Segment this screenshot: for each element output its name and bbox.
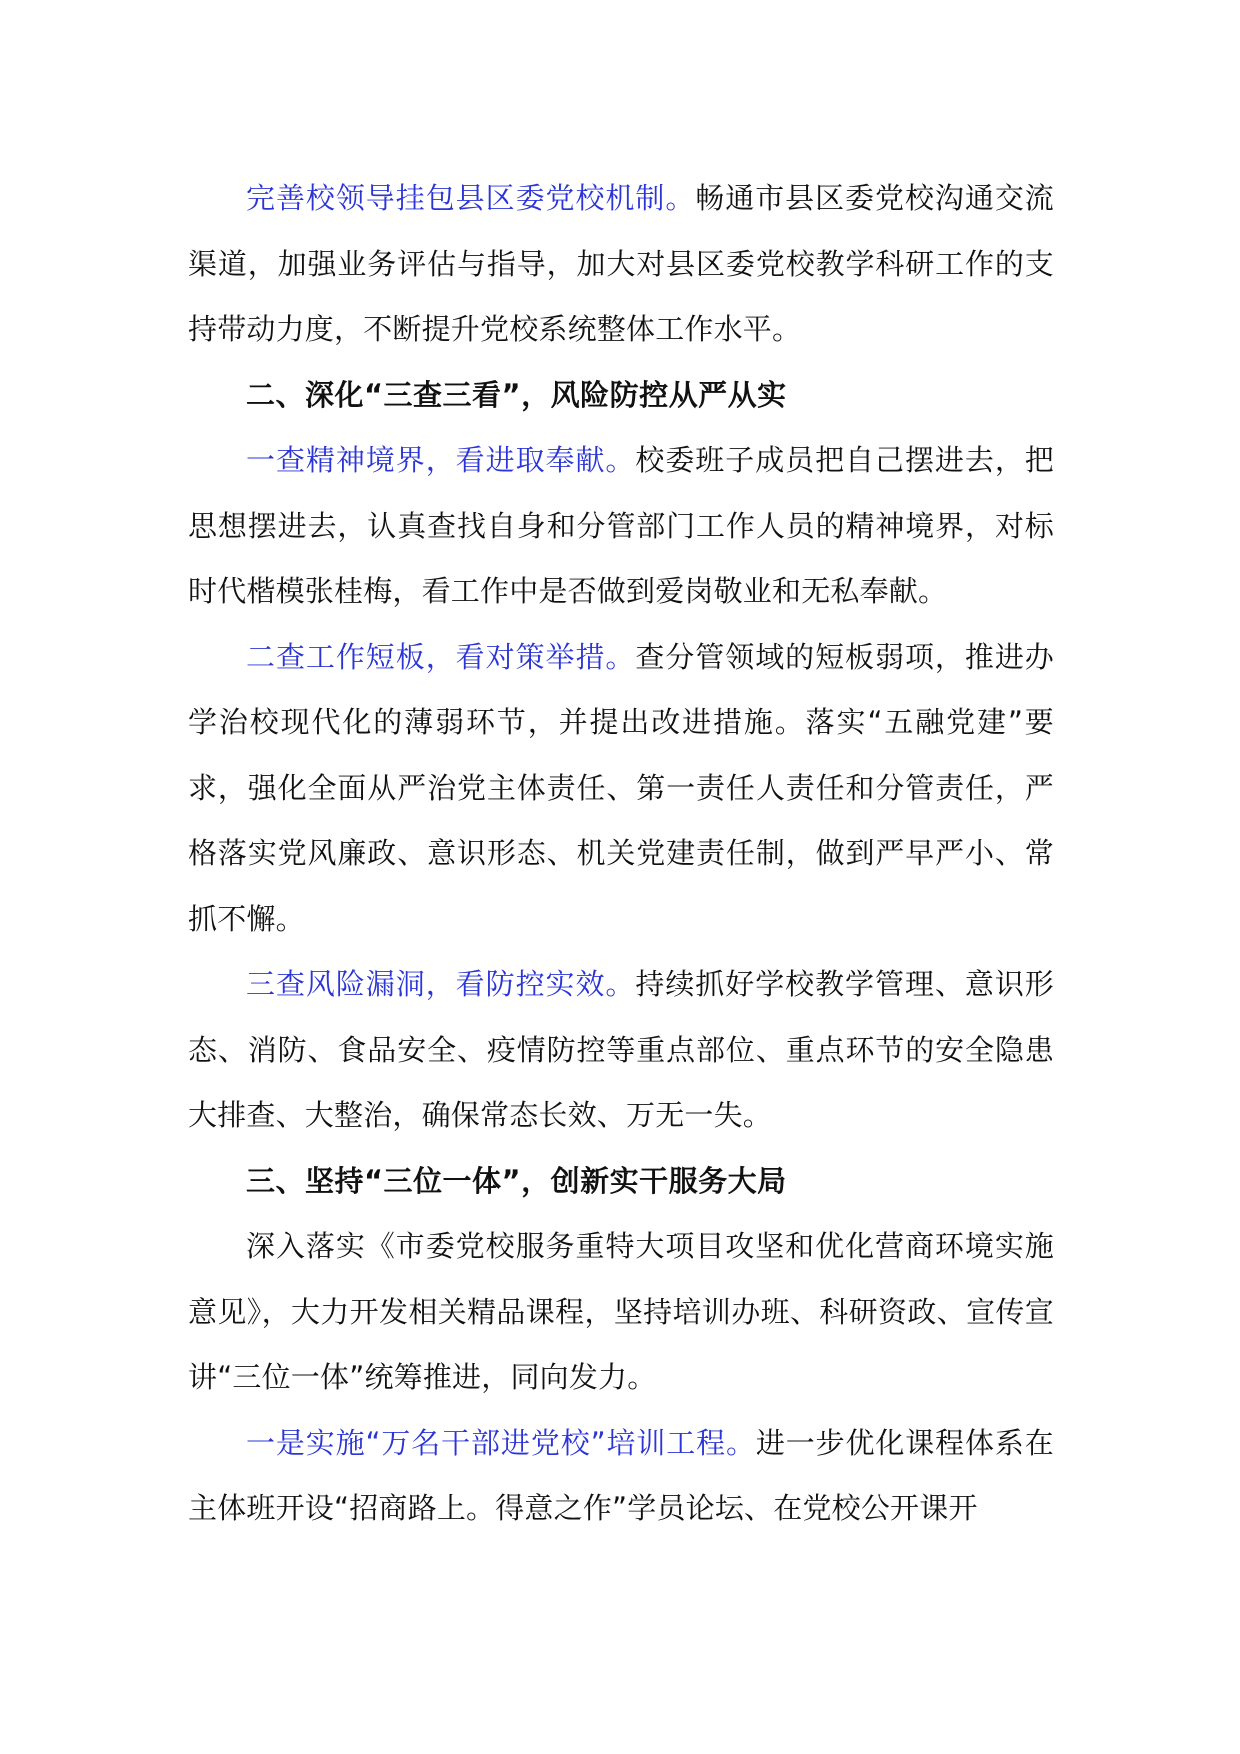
paragraph-body-text: 校委班子成员把自己摆进去，把思想摆进去，认真查找自身和分管部门工作人员的精神境界，对标时代楷模张桂梅，看工作中是否做到爱岗敬业和无私奉献。 (188, 443, 1054, 608)
paragraph-body-text: 畅通市县区委党校沟通交流渠道，加强业务评估与指导，加大对县区委党校教学科研工作的支持带动力度，不断提升党校系统整体工作水平。 (188, 181, 1054, 346)
paragraph-lead-text: 二查工作短板，看对策举措。 (246, 639, 636, 674)
paragraph-lead-text: 三查风险漏洞，看防控实效。 (246, 967, 636, 1001)
paragraph-leader-mechanism (188, 166, 1054, 363)
paragraph-body-text: 查分管领域的短板弱项，推进办学治校现代化的薄弱环节，并提出改进措施。落实“五融党建”要求，强化全面从严治党主体责任、第一责任人责任和分管责任，严格落实党风廉政、意识形态、机关党建责任制，做到严早严小、常抓不懈。 (188, 639, 1054, 936)
paragraph-body-text: 进一步优化课程体系在主体班开设“招商路上。得意之作”学员论坛、在党校公开课开 (188, 1425, 1054, 1525)
paragraph-body-text: 持续抓好学校教学管理、意识形态、消防、食品安全、疫情防控等重点部位、重点环节的安全隐患大排查、大整治，确保常态长效、万无一失。 (188, 967, 1054, 1132)
paragraph-lead-text: 一是实施“万名干部进党校”培训工程。 (246, 1425, 756, 1460)
paragraph-check-two (188, 625, 1054, 953)
section-heading-three: 三、坚持“三位一体”，创新实干服务大局 (246, 1163, 787, 1198)
paragraph-implementation (188, 1214, 1054, 1411)
paragraph-body-text: 深入落实《市委党校服务重特大项目攻坚和优化营商环境实施意见》，大力开发相关精品课程，坚持培训办班、科研资政、宣传宣讲“三位一体”统筹推进，同向发力。 (188, 1229, 1054, 1394)
paragraph-training-project (188, 1411, 1054, 1542)
paragraph-check-three (188, 952, 1054, 1149)
paragraph-lead-text: 完善校领导挂包县区委党校机制。 (246, 181, 696, 215)
section-heading-two: 二、深化“三查三看”，风险防控从严从实 (246, 377, 787, 412)
paragraph-check-one (188, 428, 1054, 625)
paragraph-lead-text: 一查精神境界，看进取奉献。 (246, 443, 636, 477)
